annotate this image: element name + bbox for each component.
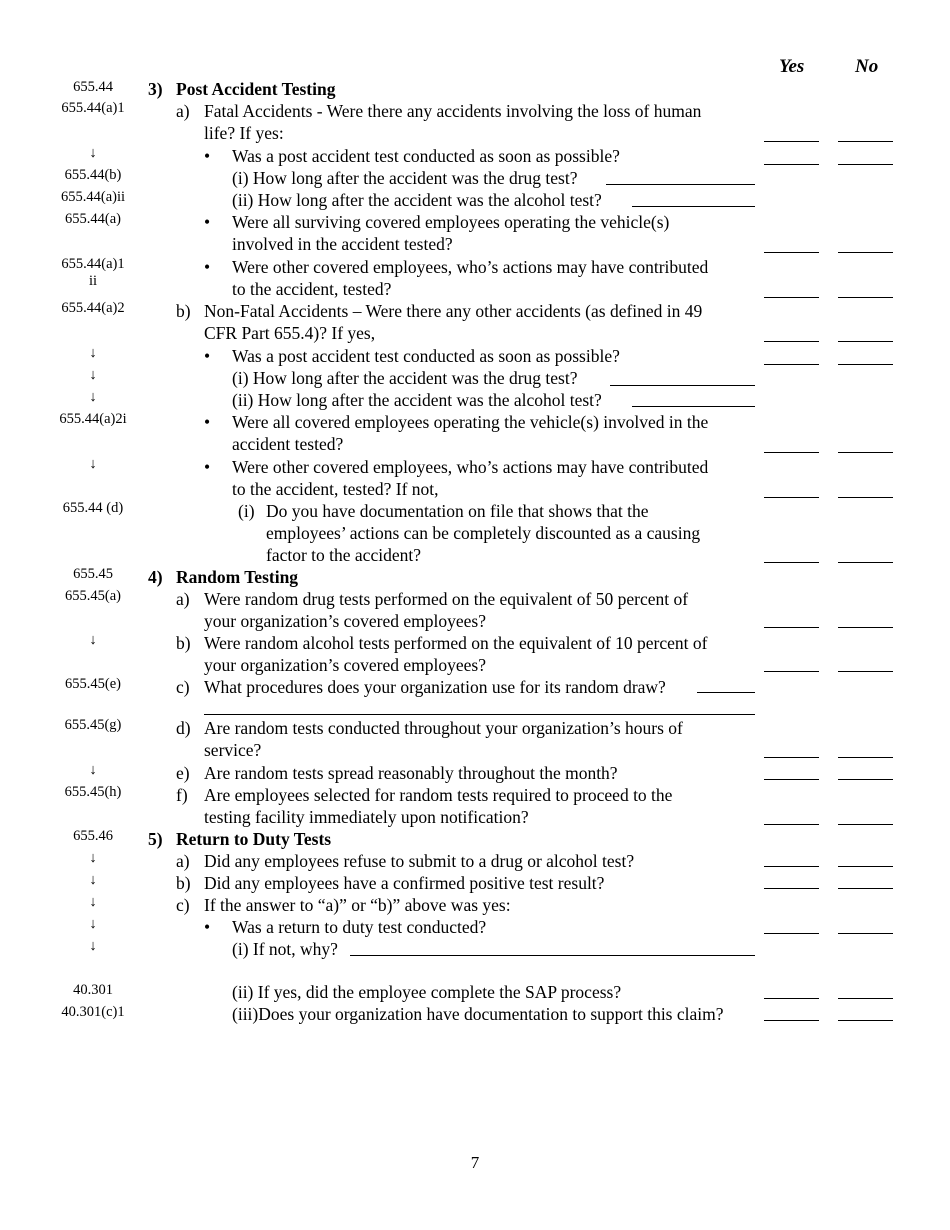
section-title: Return to Duty Tests	[176, 829, 332, 849]
question-text: If the answer to “a)” or “b)” above was yes:	[204, 895, 511, 915]
item-marker: a)	[176, 851, 190, 871]
question-text: Was a return to duty test conducted?	[232, 917, 487, 937]
yes-answer-line[interactable]	[764, 497, 819, 498]
question-text: Did any employees refuse to submit to a drug or alcohol test?	[204, 851, 635, 871]
no-answer-line[interactable]	[838, 452, 893, 453]
question-text: life? If yes:	[204, 123, 284, 143]
question-text: Were random drug tests performed on the equivalent of 50 percent of	[204, 589, 689, 609]
yes-answer-line[interactable]	[764, 933, 819, 934]
section-number: 5)	[148, 829, 163, 849]
no-answer-line[interactable]	[838, 824, 893, 825]
yes-column-header: Yes	[779, 56, 805, 77]
regulation-ref: 655.45(e)	[65, 676, 121, 692]
no-answer-line[interactable]	[838, 297, 893, 298]
yes-answer-line[interactable]	[764, 164, 819, 165]
down-arrow-icon: ↓	[89, 916, 97, 932]
regulation-ref: 655.44(a)1	[61, 100, 125, 116]
bullet-icon: •	[204, 212, 211, 232]
regulation-ref: 655.44(a)2	[61, 300, 125, 316]
no-answer-line[interactable]	[838, 779, 893, 780]
no-answer-line[interactable]	[838, 757, 893, 758]
question-text: service?	[204, 740, 262, 760]
regulation-ref: 655.45(g)	[64, 717, 122, 733]
question-text: your organization’s covered employees?	[204, 655, 487, 675]
regulation-ref: 655.44(a)1	[61, 256, 125, 272]
question-text: Were all surviving covered employees operating the vehicle(s)	[232, 212, 670, 232]
item-marker: f)	[176, 785, 188, 805]
no-answer-line[interactable]	[838, 1020, 893, 1021]
question-text: to the accident, tested? If not,	[232, 479, 439, 499]
section-title: Post Accident Testing	[176, 79, 336, 99]
yes-answer-line[interactable]	[764, 757, 819, 758]
regulation-ref: 655.45(a)	[65, 588, 121, 604]
section-title: Random Testing	[176, 567, 299, 587]
no-answer-line[interactable]	[838, 562, 893, 563]
yes-answer-line[interactable]	[764, 671, 819, 672]
question-text: factor to the accident?	[266, 545, 421, 565]
down-arrow-icon: ↓	[89, 632, 97, 648]
yes-answer-line[interactable]	[764, 824, 819, 825]
down-arrow-icon: ↓	[89, 345, 97, 361]
section-number: 3)	[148, 79, 163, 99]
question-text: employees’ actions can be completely discounted as a causing	[266, 523, 701, 543]
no-answer-line[interactable]	[838, 364, 893, 365]
question-text: What procedures does your organization use for its random draw?	[204, 677, 666, 697]
item-marker: b)	[176, 633, 191, 653]
question-text: (iii)Does your organization have documentation to support this claim?	[232, 1004, 724, 1024]
answer-blank[interactable]	[610, 385, 755, 386]
question-text: (ii) If yes, did the employee complete the SAP process?	[232, 982, 622, 1002]
question-text: (i) If not, why?	[232, 939, 338, 959]
question-text: Was a post accident test conducted as soon as possible?	[232, 146, 620, 166]
answer-blank[interactable]	[204, 714, 755, 715]
question-text: Do you have documentation on file that shows that the	[266, 501, 649, 521]
question-text: CFR Part 655.4)? If yes,	[204, 323, 376, 343]
question-text: Fatal Accidents - Were there any accidents involving the loss of human	[204, 101, 702, 121]
question-text: Were other covered employees, who’s actions may have contributed	[232, 257, 709, 277]
yes-answer-line[interactable]	[764, 364, 819, 365]
yes-answer-line[interactable]	[764, 562, 819, 563]
item-marker: d)	[176, 718, 191, 738]
regulation-ref: 655.45	[73, 566, 113, 582]
question-text: Are random tests spread reasonably throughout the month?	[204, 763, 618, 783]
down-arrow-icon: ↓	[89, 145, 97, 161]
regulation-ref: 655.45(h)	[64, 784, 122, 800]
question-text: Did any employees have a confirmed positive test result?	[204, 873, 605, 893]
question-text: Were random alcohol tests performed on the equivalent of 10 percent of	[204, 633, 708, 653]
question-text: Were all covered employees operating the vehicle(s) involved in the	[232, 412, 709, 432]
no-answer-line[interactable]	[838, 671, 893, 672]
yes-answer-line[interactable]	[764, 866, 819, 867]
yes-answer-line[interactable]	[764, 998, 819, 999]
no-answer-line[interactable]	[838, 497, 893, 498]
regulation-ref: 655.44 (d)	[62, 500, 124, 516]
down-arrow-icon: ↓	[89, 850, 97, 866]
regulation-ref: 655.44(a)	[65, 211, 121, 227]
question-text: your organization’s covered employees?	[204, 611, 487, 631]
section-number: 4)	[148, 567, 163, 587]
yes-answer-line[interactable]	[764, 141, 819, 142]
question-text: Was a post accident test conducted as soon as possible?	[232, 346, 620, 366]
answer-blank[interactable]	[632, 206, 755, 207]
question-text: Were other covered employees, who’s actions may have contributed	[232, 457, 709, 477]
item-marker: b)	[176, 301, 191, 321]
item-marker: c)	[176, 895, 190, 915]
bullet-icon: •	[204, 146, 211, 166]
item-marker: a)	[176, 101, 190, 121]
item-marker: c)	[176, 677, 190, 697]
down-arrow-icon: ↓	[89, 456, 97, 472]
no-column-header: No	[855, 56, 879, 77]
no-answer-line[interactable]	[838, 627, 893, 628]
answer-blank[interactable]	[632, 406, 755, 407]
answer-blank[interactable]	[606, 184, 755, 185]
bullet-icon: •	[204, 917, 211, 937]
no-answer-line[interactable]	[838, 933, 893, 934]
no-answer-line[interactable]	[838, 141, 893, 142]
question-text: Are employees selected for random tests required to proceed to the	[204, 785, 673, 805]
no-answer-line[interactable]	[838, 341, 893, 342]
no-answer-line[interactable]	[838, 888, 893, 889]
regulation-ref: 655.44(a)2i	[59, 411, 127, 427]
question-text: (ii) How long after the accident was the alcohol test?	[232, 390, 602, 410]
question-text: (i) How long after the accident was the drug test?	[232, 368, 578, 388]
down-arrow-icon: ↓	[89, 938, 97, 954]
down-arrow-icon: ↓	[89, 872, 97, 888]
answer-blank[interactable]	[697, 692, 755, 693]
bullet-icon: •	[204, 412, 211, 432]
bullet-icon: •	[204, 457, 211, 477]
question-text: Are random tests conducted throughout your organization’s hours of	[204, 718, 683, 738]
bullet-icon: •	[204, 257, 211, 277]
item-marker: b)	[176, 873, 191, 893]
yes-answer-line[interactable]	[764, 779, 819, 780]
down-arrow-icon: ↓	[89, 762, 97, 778]
down-arrow-icon: ↓	[89, 367, 97, 383]
down-arrow-icon: ↓	[89, 389, 97, 405]
question-text: Non-Fatal Accidents – Were there any other accidents (as defined in 49	[204, 301, 703, 321]
item-marker: (i)	[238, 501, 255, 521]
question-text: (i) How long after the accident was the drug test?	[232, 168, 578, 188]
bullet-icon: •	[204, 346, 211, 366]
question-text: accident tested?	[232, 434, 344, 454]
no-answer-line[interactable]	[838, 866, 893, 867]
no-answer-line[interactable]	[838, 252, 893, 253]
yes-answer-line[interactable]	[764, 341, 819, 342]
regulation-ref: 655.44	[73, 79, 113, 95]
question-text: to the accident, tested?	[232, 279, 392, 299]
page-number: 7	[470, 1153, 480, 1172]
question-text: testing facility immediately upon notification?	[204, 807, 529, 827]
regulation-ref: 655.44(a)ii	[60, 189, 126, 205]
yes-answer-line[interactable]	[764, 252, 819, 253]
no-answer-line[interactable]	[838, 998, 893, 999]
regulation-ref: 40.301(c)1	[61, 1004, 125, 1020]
regulation-ref: 655.46	[73, 828, 113, 844]
no-answer-line[interactable]	[838, 164, 893, 165]
regulation-ref: 655.44(b)	[64, 167, 122, 183]
question-text: involved in the accident tested?	[232, 234, 453, 254]
item-marker: a)	[176, 589, 190, 609]
answer-blank[interactable]	[350, 955, 755, 956]
yes-answer-line[interactable]	[764, 297, 819, 298]
regulation-ref: ii	[88, 273, 98, 289]
down-arrow-icon: ↓	[89, 894, 97, 910]
yes-answer-line[interactable]	[764, 888, 819, 889]
yes-answer-line[interactable]	[764, 1020, 819, 1021]
question-text: (ii) How long after the accident was the alcohol test?	[232, 190, 602, 210]
regulation-ref: 40.301	[73, 982, 113, 998]
item-marker: e)	[176, 763, 190, 783]
yes-answer-line[interactable]	[764, 452, 819, 453]
yes-answer-line[interactable]	[764, 627, 819, 628]
